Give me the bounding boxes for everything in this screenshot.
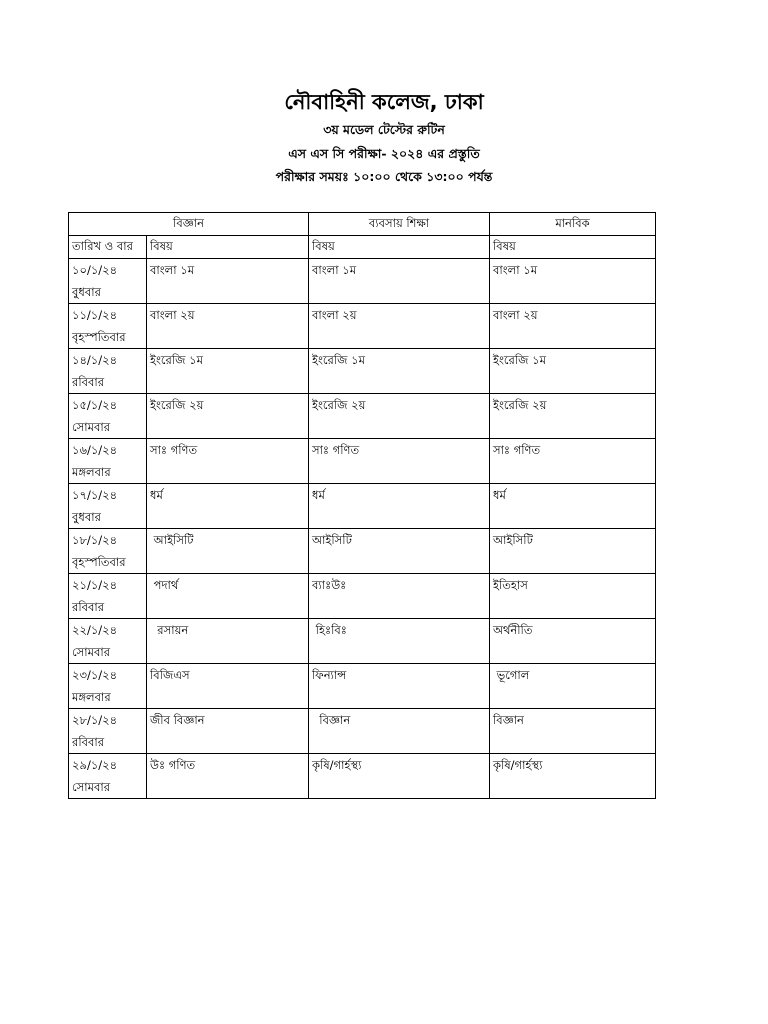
business-subject-header: বিষয় bbox=[309, 236, 490, 259]
subject-name: আইসিটি bbox=[150, 533, 194, 547]
humanities-subject-cell bbox=[490, 439, 656, 484]
science-subject-cell bbox=[147, 439, 309, 484]
humanities-subject-header: বিষয় bbox=[490, 236, 656, 259]
exam-date: ১১/১/২৪ bbox=[72, 308, 118, 322]
humanities-subject-cell bbox=[490, 349, 656, 394]
subject-name: ইংরেজি ১ম bbox=[312, 353, 365, 367]
exam-date: ১৮/১/২৪ bbox=[72, 533, 118, 547]
table-row bbox=[69, 664, 656, 709]
business-subject-cell bbox=[309, 304, 490, 349]
subject-name: ইতিহাস bbox=[493, 578, 528, 592]
exam-day: সোমবার bbox=[72, 780, 111, 794]
subject-name: রসায়ন bbox=[150, 623, 189, 637]
exam-date: ১৪/১/২৪ bbox=[72, 353, 118, 367]
exam-day: বুধবার bbox=[72, 285, 101, 299]
date-cell bbox=[69, 349, 147, 394]
subject-name: বাংলা ১ম bbox=[493, 263, 538, 277]
routine-subtitle: ৩য় মডেল টেস্টের রুটিন bbox=[323, 122, 445, 137]
exam-date: ১০/১/২৪ bbox=[72, 263, 118, 277]
subject-name: আইসিটি bbox=[312, 533, 352, 547]
exam-routine-table bbox=[68, 212, 656, 799]
science-subject-cell bbox=[147, 304, 309, 349]
business-subject-cell bbox=[309, 709, 490, 754]
column-header-row bbox=[69, 236, 656, 259]
subject-name: সাঃ গণিত bbox=[150, 443, 198, 457]
humanities-subject-cell bbox=[490, 664, 656, 709]
table-row bbox=[69, 529, 656, 574]
subject-name: ইংরেজি ২য় bbox=[312, 398, 366, 412]
table-row bbox=[69, 349, 656, 394]
table-row bbox=[69, 259, 656, 304]
table-row bbox=[69, 484, 656, 529]
subject-name: আইসিটি bbox=[493, 533, 533, 547]
exam-day: মঙ্গলবার bbox=[72, 690, 111, 704]
table-row bbox=[69, 304, 656, 349]
group-header-row bbox=[69, 213, 656, 236]
subject-name: ভূগোল bbox=[493, 668, 530, 682]
subject-name: বাংলা ২য় bbox=[312, 308, 357, 322]
business-subject-cell bbox=[309, 484, 490, 529]
subject-name: ইংরেজি ২য় bbox=[493, 398, 547, 412]
table-row bbox=[69, 754, 656, 799]
humanities-subject-cell bbox=[490, 574, 656, 619]
business-subject-cell bbox=[309, 619, 490, 664]
science-subject-cell bbox=[147, 484, 309, 529]
table-row bbox=[69, 574, 656, 619]
exam-date: ১৬/১/২৪ bbox=[72, 443, 118, 457]
science-subject-cell bbox=[147, 619, 309, 664]
business-subject-cell bbox=[309, 349, 490, 394]
exam-day: বুধবার bbox=[72, 510, 101, 524]
exam-day: রবিবার bbox=[72, 735, 105, 749]
subject-name: কৃষি/গার্হস্থ্য bbox=[312, 758, 362, 772]
date-cell bbox=[69, 664, 147, 709]
date-cell bbox=[69, 439, 147, 484]
exam-date: ২৮/১/২৪ bbox=[72, 713, 118, 727]
humanities-subject-cell bbox=[490, 484, 656, 529]
humanities-subject-cell bbox=[490, 754, 656, 799]
business-subject-cell bbox=[309, 529, 490, 574]
table-row bbox=[69, 709, 656, 754]
science-subject-cell bbox=[147, 349, 309, 394]
subject-name: অর্থনীতি bbox=[493, 623, 533, 637]
subject-name: বিজ্ঞান bbox=[493, 713, 524, 727]
subject-name: হিঃবিঃ bbox=[312, 623, 347, 637]
humanities-subject-cell bbox=[490, 619, 656, 664]
subject-name: জীব বিজ্ঞান bbox=[150, 713, 205, 727]
subject-name: ইংরেজি ১ম bbox=[493, 353, 546, 367]
subject-name: পদার্থ bbox=[150, 578, 179, 592]
humanities-subject-cell bbox=[490, 394, 656, 439]
table-row bbox=[69, 619, 656, 664]
science-subject-cell bbox=[147, 394, 309, 439]
subject-name: বাংলা ১ম bbox=[150, 263, 195, 277]
humanities-subject-cell bbox=[490, 259, 656, 304]
science-subject-header: বিষয় bbox=[147, 236, 309, 259]
exam-date: ২৩/১/২৪ bbox=[72, 668, 118, 682]
subject-name: ইংরেজি ২য় bbox=[150, 398, 204, 412]
exam-title: এস এস সি পরীক্ষা- ২০২৪ এর প্রস্তুতি bbox=[288, 146, 480, 161]
date-cell bbox=[69, 304, 147, 349]
business-subject-cell bbox=[309, 664, 490, 709]
business-subject-cell bbox=[309, 754, 490, 799]
exam-time: পরীক্ষার সময়ঃ ১০:০০ থেকে ১৩:০০ পর্যন্ত bbox=[275, 169, 493, 184]
date-cell bbox=[69, 619, 147, 664]
date-cell bbox=[69, 574, 147, 619]
group-science-header: বিজ্ঞান bbox=[69, 213, 309, 236]
exam-date: ১৭/১/২৪ bbox=[72, 488, 118, 502]
exam-day: বৃহস্পতিবার bbox=[72, 330, 126, 344]
exam-day: সোমবার bbox=[72, 420, 111, 434]
exam-day: রবিবার bbox=[72, 600, 105, 614]
subject-name: ইংরেজি ১ম bbox=[150, 353, 203, 367]
exam-day: বৃহস্পতিবার bbox=[72, 555, 126, 569]
subject-name: সাঃ গণিত bbox=[493, 443, 541, 457]
exam-date: ২৯/১/২৪ bbox=[72, 758, 118, 772]
subject-name: কৃষি/গার্হস্থ্য bbox=[493, 758, 543, 772]
date-column-header: তারিখ ও বার bbox=[69, 236, 147, 259]
subject-name: বাংলা ২য় bbox=[150, 308, 195, 322]
subject-name: ধর্ম bbox=[312, 488, 325, 502]
exam-date: ২২/১/২৪ bbox=[72, 623, 118, 637]
science-subject-cell bbox=[147, 664, 309, 709]
science-subject-cell bbox=[147, 754, 309, 799]
table-row bbox=[69, 439, 656, 484]
subject-name: ধর্ম bbox=[493, 488, 506, 502]
business-subject-cell bbox=[309, 259, 490, 304]
exam-date: ২১/১/২৪ bbox=[72, 578, 118, 592]
exam-date: ১৫/১/২৪ bbox=[72, 398, 118, 412]
college-title: নৌবাহিনী কলেজ, ঢাকা bbox=[284, 90, 484, 114]
subject-name: বিজ্ঞান bbox=[312, 713, 351, 727]
date-cell bbox=[69, 394, 147, 439]
date-cell bbox=[69, 754, 147, 799]
table-row bbox=[69, 394, 656, 439]
science-subject-cell bbox=[147, 259, 309, 304]
subject-name: ব্যাঃউঃ bbox=[312, 578, 347, 592]
date-cell bbox=[69, 709, 147, 754]
humanities-subject-cell bbox=[490, 709, 656, 754]
subject-name: ফিন্যান্স bbox=[312, 668, 347, 682]
date-cell bbox=[69, 529, 147, 574]
business-subject-cell bbox=[309, 439, 490, 484]
date-cell bbox=[69, 484, 147, 529]
date-cell bbox=[69, 259, 147, 304]
business-subject-cell bbox=[309, 574, 490, 619]
humanities-subject-cell bbox=[490, 304, 656, 349]
subject-name: উঃ গণিত bbox=[150, 758, 196, 772]
science-subject-cell bbox=[147, 709, 309, 754]
subject-name: সাঃ গণিত bbox=[312, 443, 360, 457]
subject-name: বিজিএস bbox=[150, 668, 190, 682]
exam-day: সোমবার bbox=[72, 645, 111, 659]
subject-name: বাংলা ১ম bbox=[312, 263, 357, 277]
group-business-header: ব্যবসায় শিক্ষা bbox=[309, 213, 490, 236]
business-subject-cell bbox=[309, 394, 490, 439]
group-humanities-header: মানবিক bbox=[490, 213, 656, 236]
subject-name: ধর্ম bbox=[150, 488, 163, 502]
science-subject-cell bbox=[147, 529, 309, 574]
humanities-subject-cell bbox=[490, 529, 656, 574]
exam-day: রবিবার bbox=[72, 375, 105, 389]
exam-day: মঙ্গলবার bbox=[72, 465, 111, 479]
science-subject-cell bbox=[147, 574, 309, 619]
subject-name: বাংলা ২য় bbox=[493, 308, 538, 322]
